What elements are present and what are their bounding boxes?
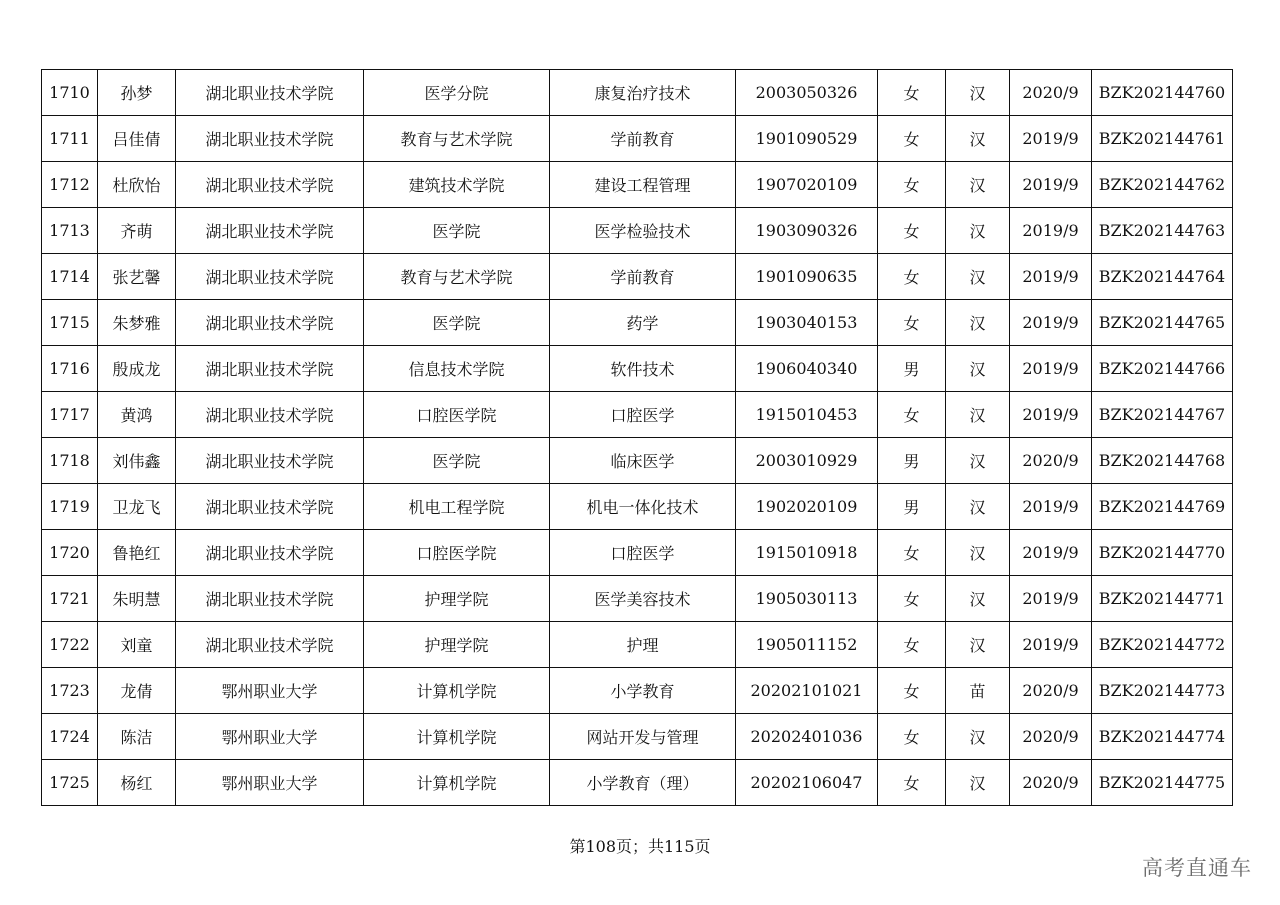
student-id-cell: 1901090635 [736,254,878,300]
enrollment-date-cell: 2019/9 [1010,300,1092,346]
student-id-cell: 1903040153 [736,300,878,346]
student-id-cell: 1905011152 [736,622,878,668]
certificate-number-cell: BZK202144762 [1092,162,1233,208]
school-cell: 湖北职业技术学院 [176,70,364,116]
gender-cell: 女 [878,530,946,576]
certificate-number-cell: BZK202144775 [1092,760,1233,806]
ethnicity-cell: 汉 [946,162,1010,208]
record-table [41,69,1233,806]
certificate-number-cell: BZK202144769 [1092,484,1233,530]
student-id-cell: 2003010929 [736,438,878,484]
school-cell: 湖北职业技术学院 [176,300,364,346]
gender-cell: 女 [878,254,946,300]
student-id-cell: 1915010918 [736,530,878,576]
student-id-cell: 20202401036 [736,714,878,760]
table-row [42,668,1233,714]
student-id-cell: 2003050326 [736,70,878,116]
watermark: 高考直通车 [1142,856,1252,880]
name-cell: 黄鸿 [98,392,176,438]
row-number-cell: 1717 [42,392,98,438]
enrollment-date-cell: 2020/9 [1010,70,1092,116]
major-cell: 医学美容技术 [550,576,736,622]
ethnicity-cell: 汉 [946,346,1010,392]
gender-cell: 女 [878,70,946,116]
ethnicity-cell: 汉 [946,116,1010,162]
table-row [42,162,1233,208]
ethnicity-cell: 汉 [946,254,1010,300]
enrollment-date-cell: 2019/9 [1010,530,1092,576]
ethnicity-cell: 苗 [946,668,1010,714]
department-cell: 建筑技术学院 [364,162,550,208]
ethnicity-cell: 汉 [946,392,1010,438]
gender-cell: 女 [878,116,946,162]
gender-cell: 女 [878,208,946,254]
gender-cell: 男 [878,484,946,530]
major-cell: 建设工程管理 [550,162,736,208]
certificate-number-cell: BZK202144768 [1092,438,1233,484]
row-number-cell: 1725 [42,760,98,806]
table-row [42,760,1233,806]
table-body [42,70,1233,806]
table-row [42,254,1233,300]
major-cell: 临床医学 [550,438,736,484]
row-number-cell: 1716 [42,346,98,392]
ethnicity-cell: 汉 [946,530,1010,576]
department-cell: 医学分院 [364,70,550,116]
enrollment-date-cell: 2019/9 [1010,622,1092,668]
department-cell: 医学院 [364,300,550,346]
table-row [42,484,1233,530]
major-cell: 口腔医学 [550,530,736,576]
school-cell: 湖北职业技术学院 [176,162,364,208]
certificate-number-cell: BZK202144761 [1092,116,1233,162]
department-cell: 计算机学院 [364,714,550,760]
name-cell: 鲁艳红 [98,530,176,576]
table-row [42,714,1233,760]
row-number-cell: 1719 [42,484,98,530]
name-cell: 齐萌 [98,208,176,254]
enrollment-date-cell: 2019/9 [1010,346,1092,392]
table-row [42,346,1233,392]
enrollment-date-cell: 2020/9 [1010,438,1092,484]
certificate-number-cell: BZK202144760 [1092,70,1233,116]
department-cell: 教育与艺术学院 [364,254,550,300]
name-cell: 孙梦 [98,70,176,116]
table-row [42,530,1233,576]
student-id-cell: 20202106047 [736,760,878,806]
school-cell: 湖北职业技术学院 [176,392,364,438]
department-cell: 口腔医学院 [364,530,550,576]
certificate-number-cell: BZK202144773 [1092,668,1233,714]
row-number-cell: 1720 [42,530,98,576]
certificate-number-cell: BZK202144774 [1092,714,1233,760]
department-cell: 计算机学院 [364,668,550,714]
name-cell: 陈洁 [98,714,176,760]
student-id-cell: 20202101021 [736,668,878,714]
row-number-cell: 1713 [42,208,98,254]
row-number-cell: 1721 [42,576,98,622]
table-row [42,300,1233,346]
student-id-cell: 1915010453 [736,392,878,438]
major-cell: 护理 [550,622,736,668]
department-cell: 机电工程学院 [364,484,550,530]
certificate-number-cell: BZK202144767 [1092,392,1233,438]
gender-cell: 女 [878,760,946,806]
ethnicity-cell: 汉 [946,760,1010,806]
student-id-cell: 1905030113 [736,576,878,622]
student-id-cell: 1903090326 [736,208,878,254]
table-row [42,622,1233,668]
name-cell: 朱明慧 [98,576,176,622]
department-cell: 信息技术学院 [364,346,550,392]
gender-cell: 女 [878,622,946,668]
name-cell: 朱梦雅 [98,300,176,346]
student-id-cell: 1902020109 [736,484,878,530]
school-cell: 鄂州职业大学 [176,714,364,760]
ethnicity-cell: 汉 [946,714,1010,760]
major-cell: 网站开发与管理 [550,714,736,760]
school-cell: 湖北职业技术学院 [176,484,364,530]
ethnicity-cell: 汉 [946,576,1010,622]
department-cell: 护理学院 [364,622,550,668]
row-number-cell: 1712 [42,162,98,208]
school-cell: 湖北职业技术学院 [176,254,364,300]
table-row [42,438,1233,484]
certificate-number-cell: BZK202144764 [1092,254,1233,300]
page-number: 第108页；共115页 [569,837,711,856]
ethnicity-cell: 汉 [946,622,1010,668]
major-cell: 小学教育 [550,668,736,714]
row-number-cell: 1710 [42,70,98,116]
major-cell: 学前教育 [550,116,736,162]
enrollment-date-cell: 2019/9 [1010,484,1092,530]
table-row [42,392,1233,438]
school-cell: 鄂州职业大学 [176,760,364,806]
gender-cell: 女 [878,576,946,622]
school-cell: 湖北职业技术学院 [176,346,364,392]
table-row [42,208,1233,254]
gender-cell: 男 [878,438,946,484]
name-cell: 刘伟鑫 [98,438,176,484]
name-cell: 杨红 [98,760,176,806]
school-cell: 湖北职业技术学院 [176,530,364,576]
name-cell: 吕佳倩 [98,116,176,162]
department-cell: 口腔医学院 [364,392,550,438]
ethnicity-cell: 汉 [946,300,1010,346]
school-cell: 湖北职业技术学院 [176,208,364,254]
enrollment-date-cell: 2019/9 [1010,254,1092,300]
school-cell: 湖北职业技术学院 [176,116,364,162]
certificate-number-cell: BZK202144770 [1092,530,1233,576]
enrollment-date-cell: 2019/9 [1010,162,1092,208]
table-row [42,576,1233,622]
department-cell: 医学院 [364,208,550,254]
name-cell: 殷成龙 [98,346,176,392]
enrollment-date-cell: 2019/9 [1010,116,1092,162]
school-cell: 鄂州职业大学 [176,668,364,714]
ethnicity-cell: 汉 [946,484,1010,530]
major-cell: 小学教育（理） [550,760,736,806]
department-cell: 护理学院 [364,576,550,622]
department-cell: 医学院 [364,438,550,484]
name-cell: 刘童 [98,622,176,668]
major-cell: 康复治疗技术 [550,70,736,116]
certificate-number-cell: BZK202144772 [1092,622,1233,668]
gender-cell: 女 [878,392,946,438]
major-cell: 口腔医学 [550,392,736,438]
gender-cell: 女 [878,162,946,208]
enrollment-date-cell: 2020/9 [1010,668,1092,714]
student-id-cell: 1906040340 [736,346,878,392]
name-cell: 张艺馨 [98,254,176,300]
certificate-number-cell: BZK202144765 [1092,300,1233,346]
enrollment-date-cell: 2020/9 [1010,760,1092,806]
row-number-cell: 1723 [42,668,98,714]
student-id-cell: 1907020109 [736,162,878,208]
school-cell: 湖北职业技术学院 [176,622,364,668]
row-number-cell: 1722 [42,622,98,668]
table-row [42,70,1233,116]
enrollment-date-cell: 2020/9 [1010,714,1092,760]
row-number-cell: 1715 [42,300,98,346]
school-cell: 湖北职业技术学院 [176,576,364,622]
enrollment-date-cell: 2019/9 [1010,392,1092,438]
gender-cell: 女 [878,668,946,714]
major-cell: 软件技术 [550,346,736,392]
gender-cell: 女 [878,300,946,346]
row-number-cell: 1724 [42,714,98,760]
department-cell: 教育与艺术学院 [364,116,550,162]
certificate-number-cell: BZK202144771 [1092,576,1233,622]
name-cell: 龙倩 [98,668,176,714]
major-cell: 医学检验技术 [550,208,736,254]
enrollment-date-cell: 2019/9 [1010,208,1092,254]
ethnicity-cell: 汉 [946,438,1010,484]
table-row [42,116,1233,162]
ethnicity-cell: 汉 [946,70,1010,116]
enrollment-date-cell: 2019/9 [1010,576,1092,622]
row-number-cell: 1718 [42,438,98,484]
certificate-number-cell: BZK202144766 [1092,346,1233,392]
gender-cell: 男 [878,346,946,392]
department-cell: 计算机学院 [364,760,550,806]
row-number-cell: 1714 [42,254,98,300]
certificate-number-cell: BZK202144763 [1092,208,1233,254]
major-cell: 药学 [550,300,736,346]
student-id-cell: 1901090529 [736,116,878,162]
school-cell: 湖北职业技术学院 [176,438,364,484]
major-cell: 学前教育 [550,254,736,300]
row-number-cell: 1711 [42,116,98,162]
gender-cell: 女 [878,714,946,760]
name-cell: 杜欣怡 [98,162,176,208]
major-cell: 机电一体化技术 [550,484,736,530]
name-cell: 卫龙飞 [98,484,176,530]
ethnicity-cell: 汉 [946,208,1010,254]
